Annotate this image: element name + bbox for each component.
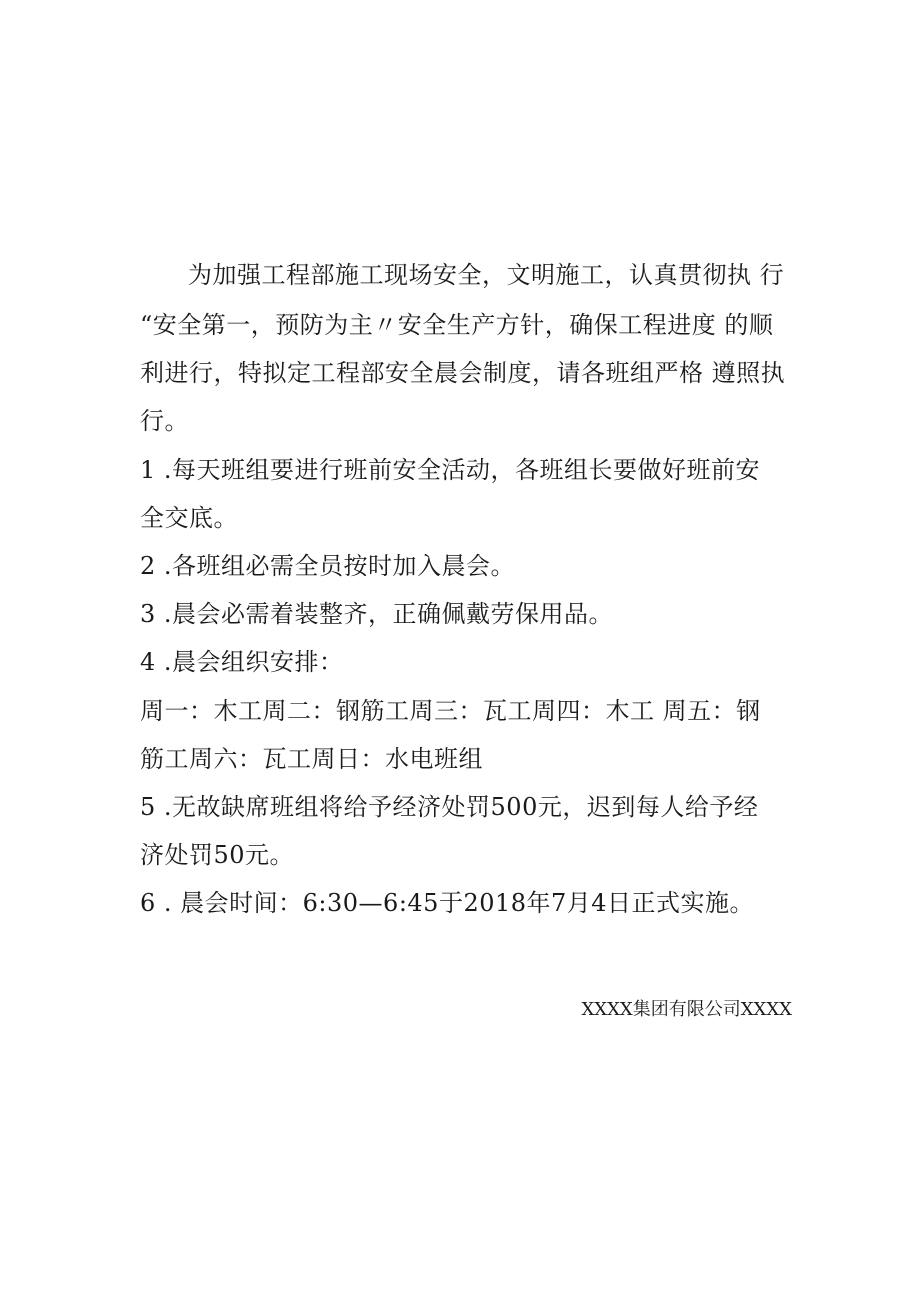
item-1-line-1: 1 .每天班组要进行班前安全活动，各班组长要做好班前安: [140, 456, 761, 484]
item-5-line-1: 5 .无故缺席班组将给予经济处罚500元，迟到每人给予经: [140, 793, 759, 821]
company-signature: XXXX集团有限公司XXXX: [581, 999, 792, 1020]
item-2: 2 .各班组必需全员按时加入晨会。: [140, 552, 516, 580]
intro-line-3: 利进行，特拟定工程部安全晨会制度，请各班组严格 遵照执: [140, 359, 786, 387]
intro-line-2: “安全第一，预防为主〃安全生产方针，确保工程进度 的顺: [140, 311, 774, 339]
intro-line-1: 为加强工程部施工现场安全，文明施工，认真贯彻执 行: [188, 261, 785, 289]
item-4: 4 .晨会组织安排：: [140, 648, 344, 676]
item-3: 3 .晨会必需着装整齐，正确佩戴劳保用品。: [140, 600, 614, 628]
intro-line-4: 行。: [140, 407, 189, 435]
schedule-line-2: 筋工周六：瓦工周日：水电班组: [140, 745, 483, 773]
item-6: 6 . 晨会时间：6:30—6:45于2018年7月4日正式实施。: [140, 889, 755, 917]
item-5-line-2: 济处罚50元。: [140, 841, 295, 869]
schedule-line-1: 周一：木工周二：钢筋工周三：瓦工周四：木工 周五：钢: [140, 697, 761, 725]
item-1-line-2: 全交底。: [140, 504, 238, 532]
